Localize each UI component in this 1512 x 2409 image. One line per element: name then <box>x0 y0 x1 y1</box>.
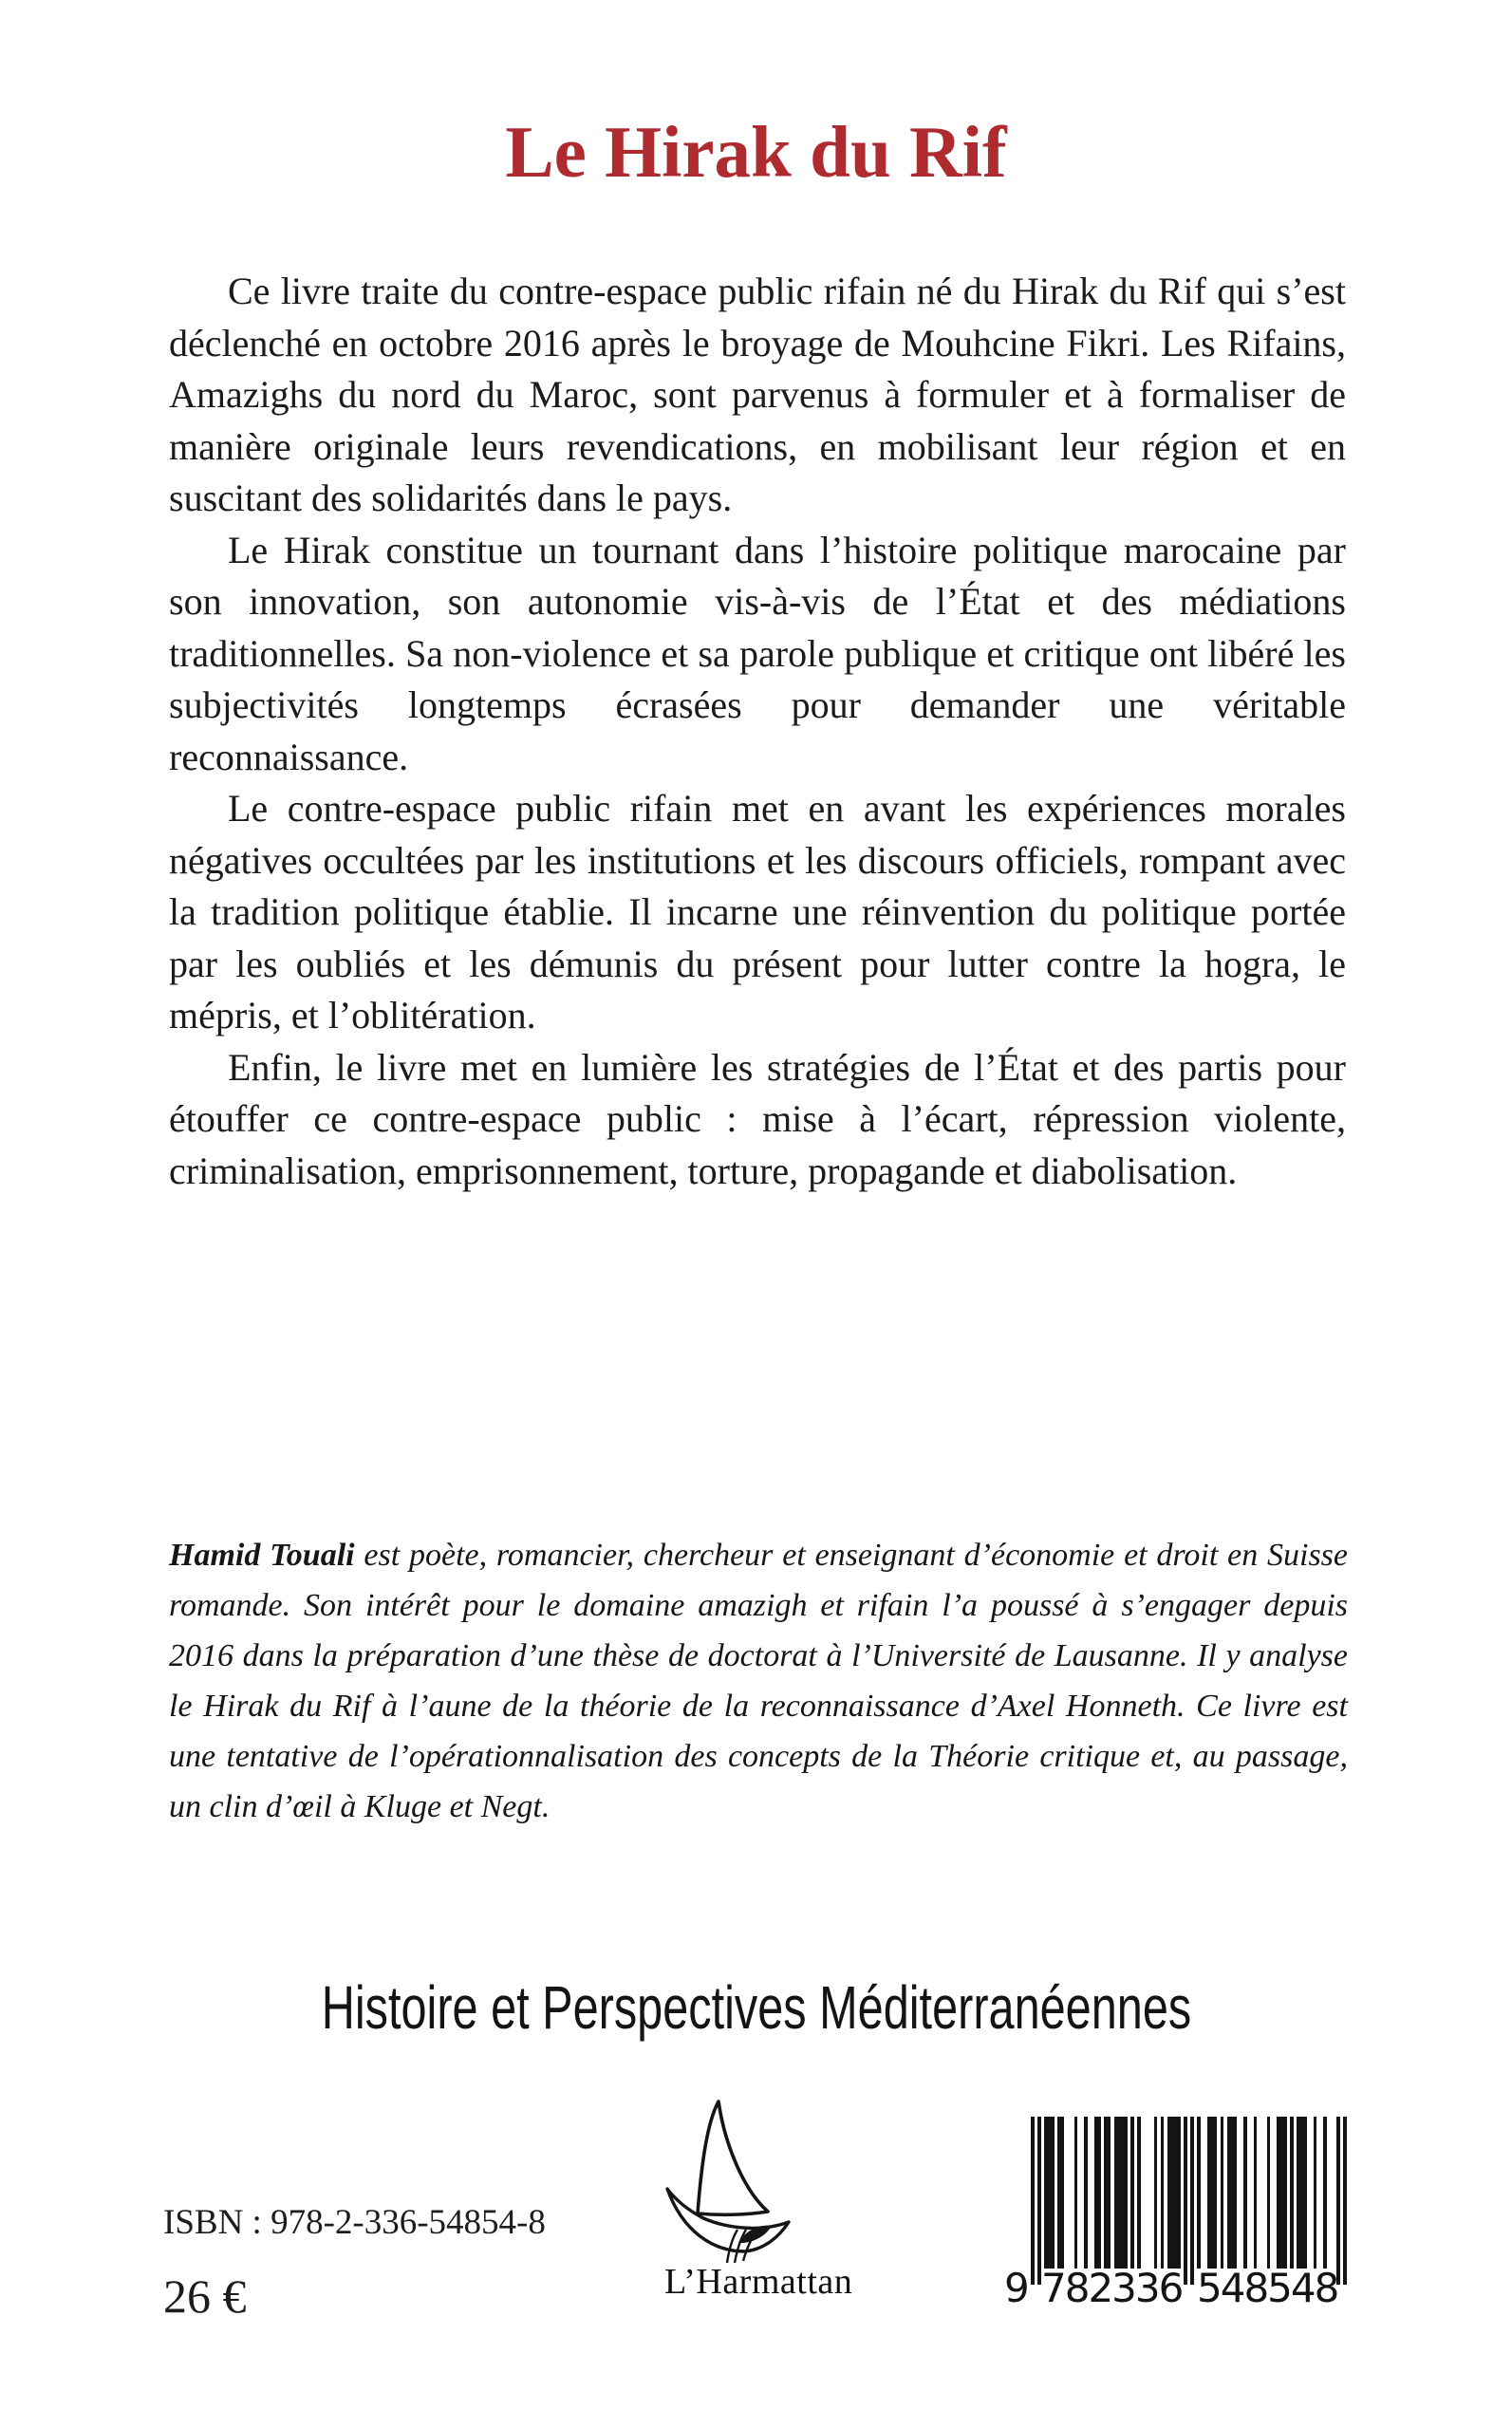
synopsis-paragraph: Ce livre traite du contre-espace public rifain né du Hirak du Rif qui s’est déclenché en octobre 2016 après le broyage de Mouhcine Fikri. Les Rifains, Amazighs du nord du Maroc, sont parvenus à formuler et à formaliser de manière originale leurs revendications, en mobilisant leur région et en suscitant des solidarités dans le pays. <box>169 270 1346 519</box>
barcode-lead-digit: 9 <box>1004 2265 1030 2311</box>
book-title: Le Hirak du Rif <box>505 111 1007 193</box>
synopsis-paragraph: Le Hirak constitue un tournant dans l’histoire politique marocaine par son innovation, son autonomie vis-à-vis de l’État et des médiations traditionnelles. Sa non-violence et sa parole publique et critique ont libéré les subjectivités longtemps écrasées pour demander une véritable reconnaissance. <box>169 528 1346 778</box>
synopsis-paragraph: Enfin, le livre met en lumière les stratégies de l’État et des partis pour étouffer ce contre-espace public : mise à l’écart, répression violente, criminalisation, emprisonnement, torture, propagande et diabolisation. <box>169 1045 1346 1192</box>
barcode-bars <box>1031 2117 1347 2285</box>
price-label: 26 € <box>163 2269 247 2323</box>
series-title-text: Histoire et Perspectives Méditerranéennes <box>321 1973 1191 2042</box>
synopsis-paragraph: Le contre-espace public rifain met en avant les expériences morales négatives occultées par les institutions et les discours officiels, rompant avec la tradition politique établie. Il incarne une réinvention du politique portée par les oubliés et les démunis du présent pour lutter contre la hogra, le mépris, et l’oblitération. <box>169 787 1346 1036</box>
barcode <box>1006 2117 1357 2311</box>
publisher-wordmark: L’Harmattan <box>664 2262 853 2302</box>
barcode-right-digits: 548548 <box>1197 2265 1338 2311</box>
barcode-left-digits: 782336 <box>1041 2265 1183 2311</box>
author-bio <box>169 1530 1348 1832</box>
author-bio-text: est poète, romancier, chercheur et enseignant d’économie et droit en Suisse romande. Son intérêt pour le domaine amazigh et rifain l’a poussé à s’engager depuis 2016 dans la préparation d’une thèse de doctorat à l’Université de Lausanne. Il y analyse le Hirak du Rif à l’aune de la théorie de la reconnaissance d’Axel Honneth. Ce livre est une tentative de l’opérationnalisation des concepts de la Théorie critique et, au passage, un clin d’œil à Kluge et Negt. <box>169 1538 1348 1824</box>
series-title <box>0 1972 1512 2043</box>
publisher-logo <box>655 2088 873 2316</box>
author-name: Hamid Touali <box>169 1538 355 1573</box>
synopsis-block <box>169 266 1346 1197</box>
isbn-label: ISBN : 978-2-336-54854-8 <box>163 2203 546 2242</box>
